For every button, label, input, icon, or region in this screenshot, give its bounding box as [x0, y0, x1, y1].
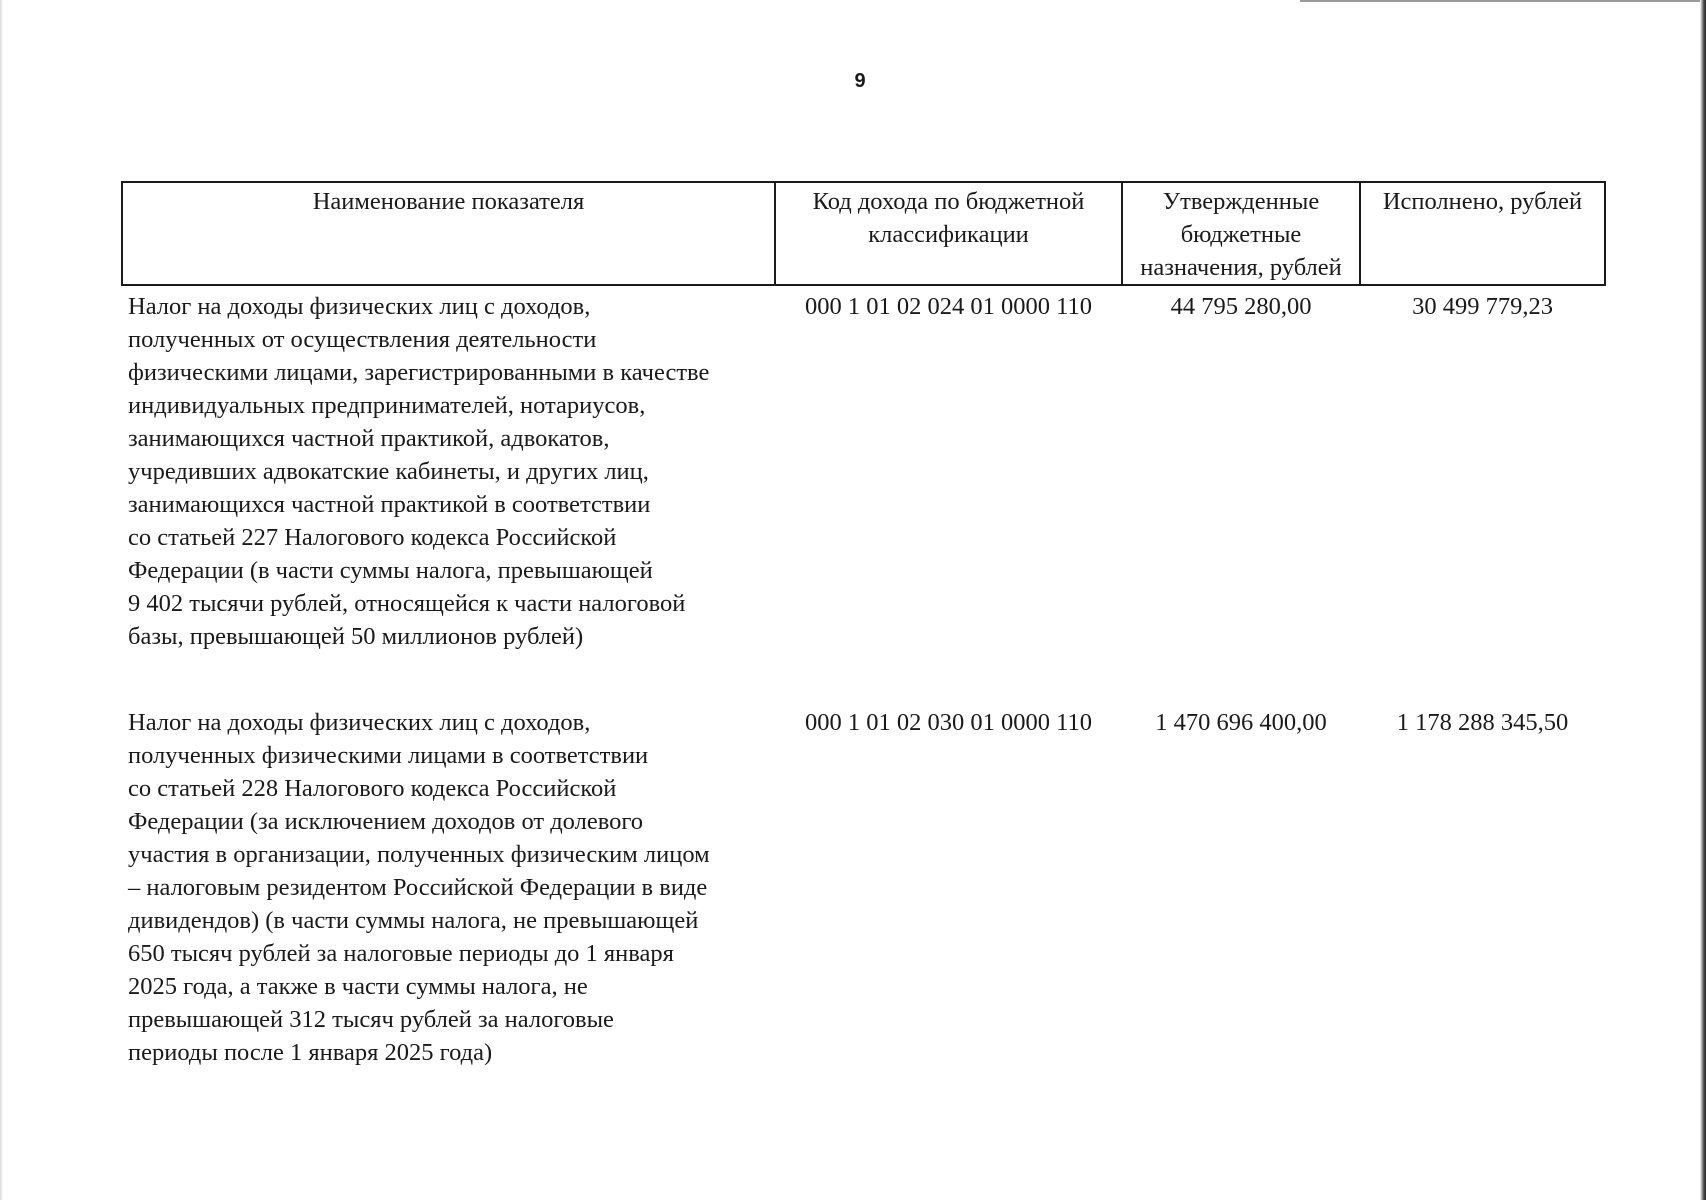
- indicator-name-line: Налог на доходы физических лиц с доходов,: [128, 709, 591, 736]
- indicator-name-line: 2025 года, а также в части суммы налога, не: [128, 973, 588, 1000]
- indicator-name-line: физическими лицами, зарегистрированными в качестве: [128, 359, 710, 386]
- indicator-name-line: участия в организации, полученных физическим лицом: [128, 841, 710, 868]
- header-approved-amount: Утвержденные бюджетные назначения, рублей: [1122, 182, 1360, 285]
- indicator-name-line: Федерации (за исключением доходов от долевого: [128, 808, 644, 835]
- budget-table-container: [121, 181, 1604, 1126]
- indicator-name-line: периоды после 1 января 2025 года): [128, 1039, 493, 1066]
- header-executed-amount: Исполнено, рублей: [1360, 182, 1605, 285]
- indicator-name-line: базы, превышающей 50 миллионов рублей): [128, 623, 584, 650]
- indicator-name-line: 9 402 тысячи рублей, относящейся к части налоговой: [128, 590, 686, 617]
- table-row: [122, 702, 1605, 1126]
- indicator-name-line: 650 тысяч рублей за налоговые периоды до 1 января: [128, 940, 674, 967]
- table-header-row: [122, 182, 1605, 285]
- indicator-name-line: со статьей 228 Налогового кодекса Российской: [128, 775, 617, 802]
- scan-edge-right: [1700, 0, 1706, 1200]
- table-row: [122, 285, 1605, 702]
- indicator-name-line: полученных физическими лицами в соответствии: [128, 742, 649, 769]
- indicator-name-line: индивидуальных предпринимателей, нотариусов,: [128, 392, 646, 419]
- indicator-name-line: занимающихся частной практикой в соответствии: [128, 491, 651, 518]
- executed-amount-cell: 1 178 288 345,50: [1396, 709, 1569, 736]
- indicator-name-line: Налог на доходы физических лиц с доходов,: [128, 293, 591, 320]
- header-revenue-code: Код дохода по бюджетной классификации: [775, 182, 1122, 285]
- header-indicator-name: Наименование показателя: [122, 182, 775, 285]
- scan-edge-top: [1300, 0, 1700, 2]
- indicator-name-line: занимающихся частной практикой, адвокатов,: [128, 425, 610, 452]
- indicator-name-cell: [122, 285, 775, 702]
- indicator-name-line: превышающей 312 тысяч рублей за налоговые: [128, 1006, 614, 1033]
- indicator-name-line: со статьей 227 Налогового кодекса Российской: [128, 524, 617, 551]
- page-number: 9: [854, 70, 866, 92]
- indicator-name-line: дивидендов) (в части суммы налога, не превышающей: [128, 907, 699, 934]
- scan-edge-left: [0, 0, 3, 1200]
- approved-amount-cell: 1 470 696 400,00: [1155, 709, 1327, 736]
- executed-amount-cell: 30 499 779,23: [1412, 293, 1553, 320]
- budget-revenue-table: [121, 181, 1606, 1126]
- indicator-name-line: Федерации (в части суммы налога, превышающей: [128, 557, 653, 584]
- approved-amount-cell: 44 795 280,00: [1170, 293, 1312, 320]
- revenue-code-cell: 000 1 01 02 030 01 0000 110: [805, 709, 1092, 736]
- indicator-name-line: учредивших адвокатские кабинеты, и других лиц,: [128, 458, 649, 485]
- indicator-name-line: – налоговым резидентом Российской Федерации в виде: [128, 874, 708, 901]
- indicator-name-cell: [122, 702, 775, 1126]
- indicator-name-line: полученных от осуществления деятельности: [128, 326, 597, 353]
- revenue-code-cell: 000 1 01 02 024 01 0000 110: [805, 293, 1092, 320]
